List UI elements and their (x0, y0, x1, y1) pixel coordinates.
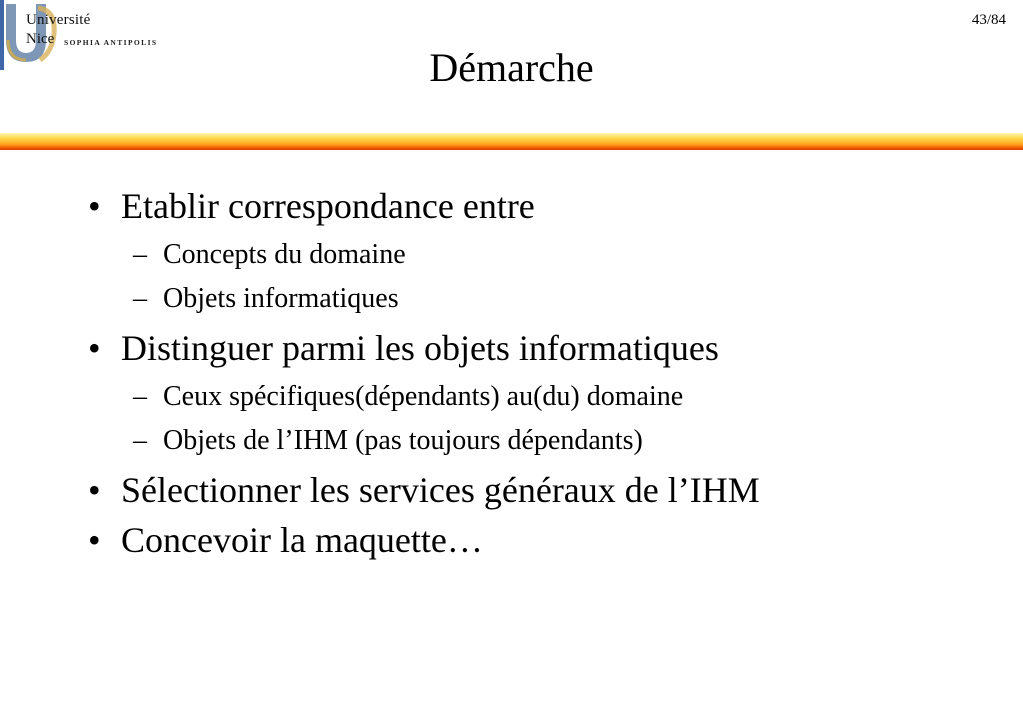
bullet-text: Sélectionner les services généraux de l’IHM (121, 470, 760, 510)
sub-bullet-marker: – (133, 283, 147, 314)
bullet-marker-icon: • (88, 470, 101, 510)
logo-text-universite: Université (26, 12, 91, 28)
bullet-text: Concevoir la maquette… (121, 520, 483, 560)
bullet-text: Distinguer parmi les objets informatiques (121, 328, 719, 368)
bullet-item (88, 517, 1003, 563)
bullet-marker-icon: • (88, 520, 101, 560)
sub-bullet-marker: – (133, 425, 147, 456)
bullet-marker-icon: • (88, 328, 101, 368)
sub-bullet-item (88, 419, 1003, 463)
slide-title: Démarche (429, 45, 594, 90)
bullet-group (88, 325, 1003, 463)
sub-bullet-item (88, 375, 1003, 419)
sub-bullet-text: Concepts du domaine (163, 239, 406, 270)
sub-bullet-marker: – (133, 381, 147, 412)
bullet-group (88, 183, 1003, 321)
title-divider-bar (0, 133, 1023, 150)
bullet-group (88, 467, 1003, 513)
bullet-item (88, 467, 1003, 513)
bullet-item (88, 325, 1003, 371)
sub-bullet-marker: – (133, 239, 147, 270)
slide-content (88, 183, 1003, 567)
logo-text-sophia-antipolis: SOPHIA ANTIPOLIS (64, 38, 158, 47)
bullet-group (88, 517, 1003, 563)
page-number: 43/84 (971, 12, 1006, 28)
sub-bullet-text: Objets informatiques (163, 283, 399, 314)
bullet-text: Etablir correspondance entre (121, 186, 535, 226)
bullet-item (88, 183, 1003, 229)
sub-bullet-item (88, 277, 1003, 321)
sub-bullet-text: Ceux spécifiques(dépendants) au(du) domaine (163, 381, 684, 412)
logo-text-nice: Nice (26, 31, 55, 47)
bullet-marker-icon: • (88, 186, 101, 226)
sub-bullet-text: Objets de l’IHM (pas toujours dépendants) (163, 425, 643, 456)
sub-bullet-item (88, 233, 1003, 277)
